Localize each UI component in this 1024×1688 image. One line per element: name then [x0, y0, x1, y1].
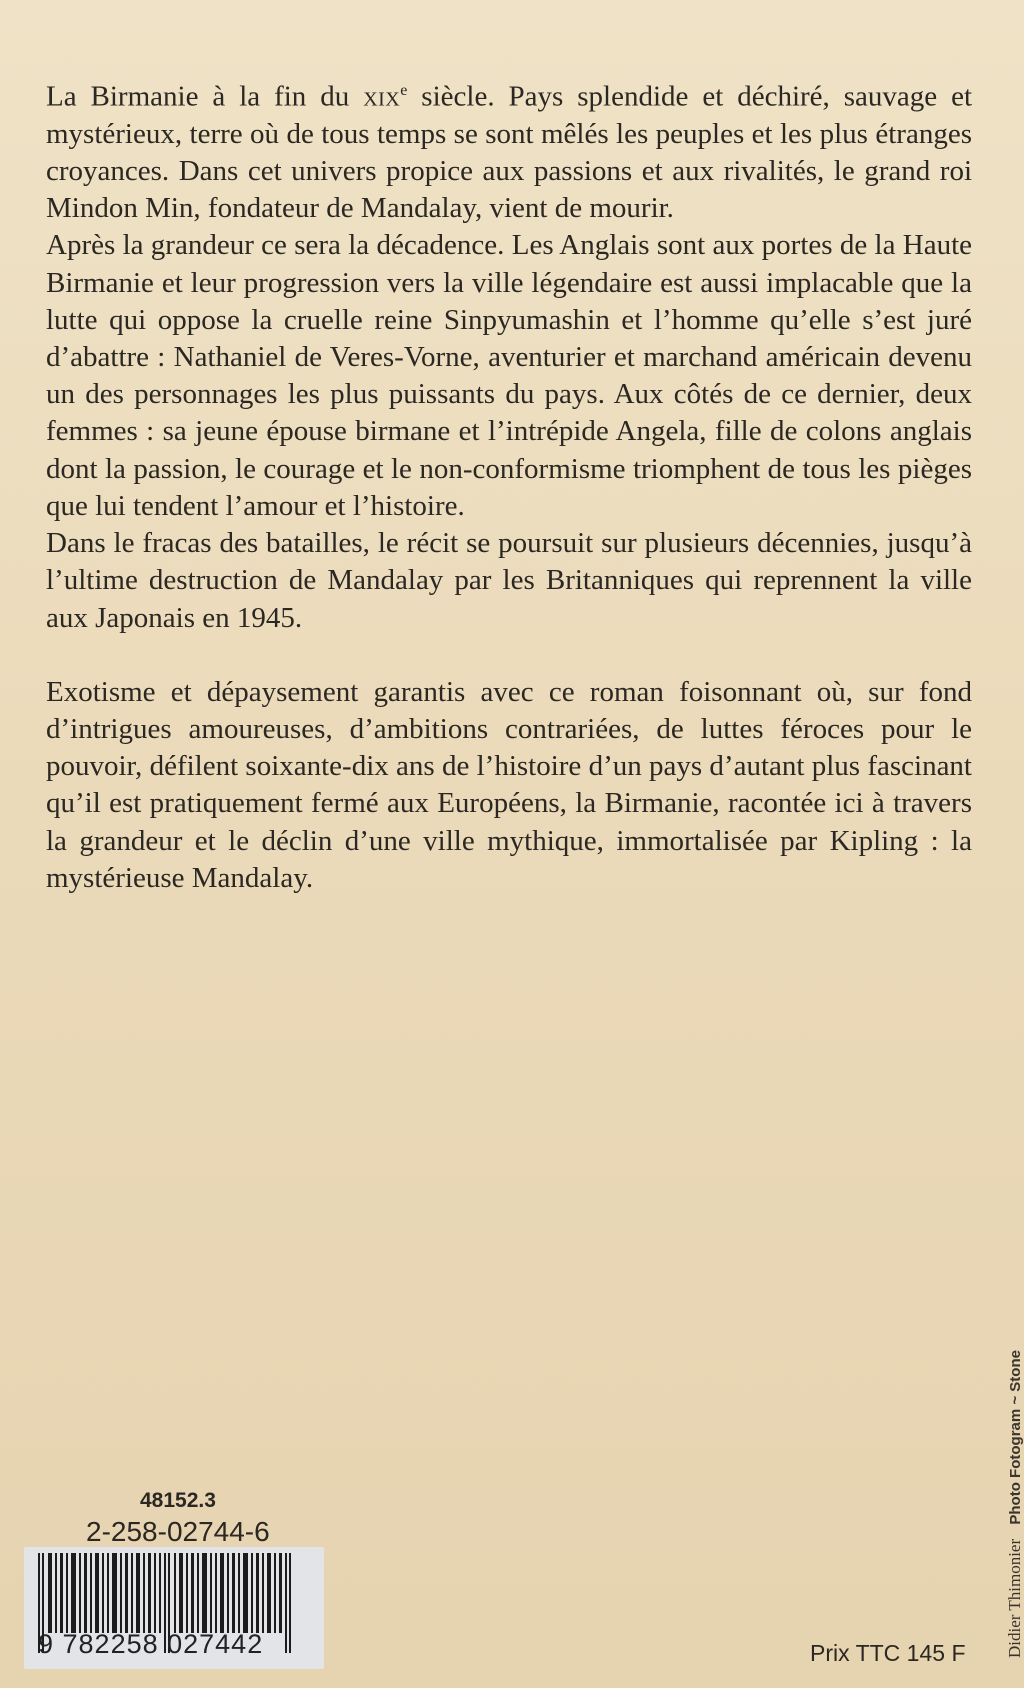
catalog-number: 48152.3 [140, 1489, 216, 1512]
photo-credit [1005, 1350, 1024, 1658]
barcode-digits: 9 782258 027442 [38, 1629, 264, 1659]
blurb-p1-start: La Birmanie à la fin du [46, 80, 364, 113]
blurb-text [46, 72, 972, 897]
century-numeral: xix [363, 80, 401, 113]
blurb-p1-rest: siècle. Pays splendide et déchiré, sauvage et mystérieux, terre où de tous temps se sont mêlés les peuples et les plus étranges croyances. Dans cet univers propice aux passions et aux rivalités, le grand roi Mindon Min, fondateur de Mandalay, vient de mourir. [46, 80, 973, 225]
blurb-paragraph-4: Exotisme et dépaysement garantis avec ce roman foisonnant où, sur fond d’intrigues amoureuses, d’ambitions contrariées, de luttes féroces pour le pouvoir, défilent soixante-dix ans de l’histoire d’un pays d’autant plus fascinant qu’il est pratiquement fermé aux Européens, la Birmanie, racontée ici à travers la grandeur et le déclin d’une ville mythique, immortalisée par Kipling : la mystérieuse Mandalay. [46, 675, 972, 894]
price-label: Prix TTC 145 F [810, 1640, 966, 1666]
credit-photo: Photo Fotogram ~ Stone [1007, 1350, 1024, 1525]
credit-name: Didier Thimonier [1005, 1538, 1024, 1658]
blurb-paragraph-3: Dans le fracas des batailles, le récit se poursuit sur plusieurs décennies, jusqu’à l’ultime destruction de Mandalay par les Britanniques qui reprennent la ville aux Japonais en 1945. [46, 527, 972, 634]
barcode-label [24, 1547, 324, 1669]
century-superscript: e [400, 82, 408, 99]
blurb-paragraph-2: Après la grandeur ce sera la décadence. Les Anglais sont aux portes de la Haute Birmanie et leur progression vers la ville légendaire est aussi implacable que la lutte qui oppose la cruelle reine Sinpyumashin et l’homme qu’elle s’est juré d’abattre : Nathaniel de Veres-Vorne, aventurier et marchand américain devenu un des personnages les plus puissants du pays. Aux côtés de ce dernier, deux femmes : sa jeune épouse birmane et l’intrépide Angela, fille de colons anglais dont la passion, le courage et le non-conformisme triomphent de tous les pièges que lui tendent l’amour et l’histoire. [46, 229, 972, 522]
isbn-number: 2-258-02744-6 [86, 1516, 270, 1547]
blurb-paragraph-1 [46, 72, 972, 227]
